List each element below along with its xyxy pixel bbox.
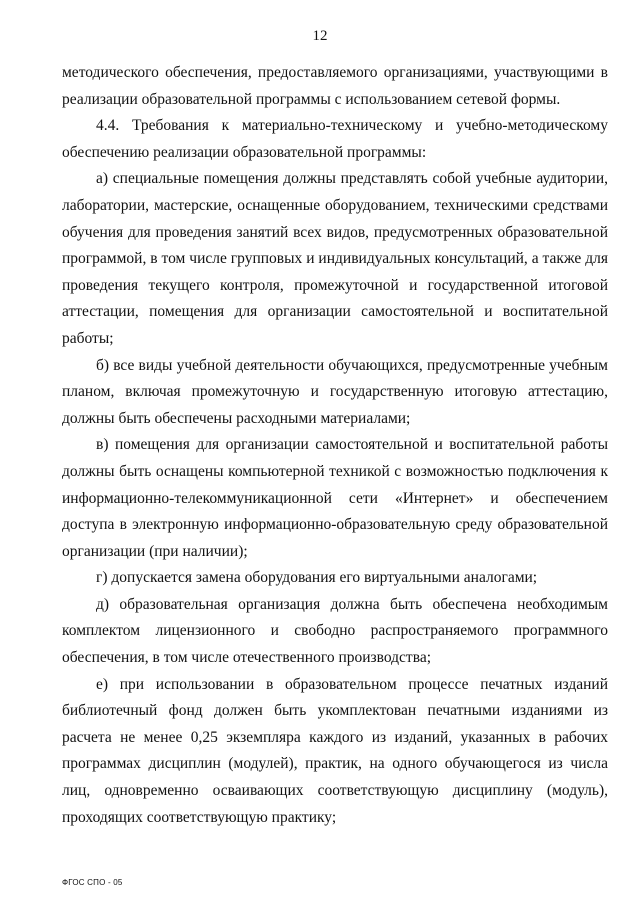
- page-footer: ФГОС СПО - 05: [62, 878, 123, 887]
- paragraph-item-a: а) специальные помещения должны представлять собой учебные аудитории, лаборатории, мастерские, оснащенные оборудованием, техническими средствами обучения для проведения занятий всех видов, предусмотренных образовательной программой, в том числе групповых и индивидуальных консультаций, а также для проведения текущего контроля, промежуточной и государственной итоговой аттестации, помещения для организации самостоятельной и воспитательной работы;: [62, 170, 608, 347]
- paragraph-item-g: г) допускается замена оборудования его виртуальными аналогами;: [96, 569, 538, 587]
- document-body: [62, 60, 608, 831]
- page-number: 12: [312, 28, 328, 44]
- paragraph-section-4-4: 4.4. Требования к материально-техническому и учебно-методическому обеспечению реализации образовательной программы:: [62, 117, 608, 161]
- paragraph-item-v: в) помещения для организации самостоятельной и воспитательной работы должны быть оснащены компьютерной техникой с возможностью подключения к информационно-телекоммуникационной сети «Интернет» и обеспечением доступа в электронную информационно-образовательную среду образовательной организации (при наличии);: [62, 436, 608, 560]
- paragraph-item-d: д) образовательная организация должна быть обеспечена необходимым комплектом лицензионного и свободно распространяемого программного обеспечения, в том числе отечественного производства;: [62, 595, 608, 667]
- paragraph-item-e: е) при использовании в образовательном процессе печатных изданий библиотечный фонд должен быть укомплектован печатными изданиями из расчета не менее 0,25 экземпляра каждого из изданий, указанных в рабочих программах дисциплин (модулей), практик, на одного обучающегося из числа лиц, одновременно осваивающих соответствующую дисциплину (модуль), проходящих соответствующую практику;: [62, 675, 608, 826]
- paragraph-item-b: б) все виды учебной деятельности обучающихся, предусмотренные учебным планом, включая промежуточную и государственную итоговую аттестацию, должны быть обеспечены расходными материалами;: [62, 356, 608, 427]
- paragraph-continuation: методического обеспечения, предоставляемого организациями, участвующими в реализации образовательной программы с использованием сетевой формы.: [62, 64, 608, 108]
